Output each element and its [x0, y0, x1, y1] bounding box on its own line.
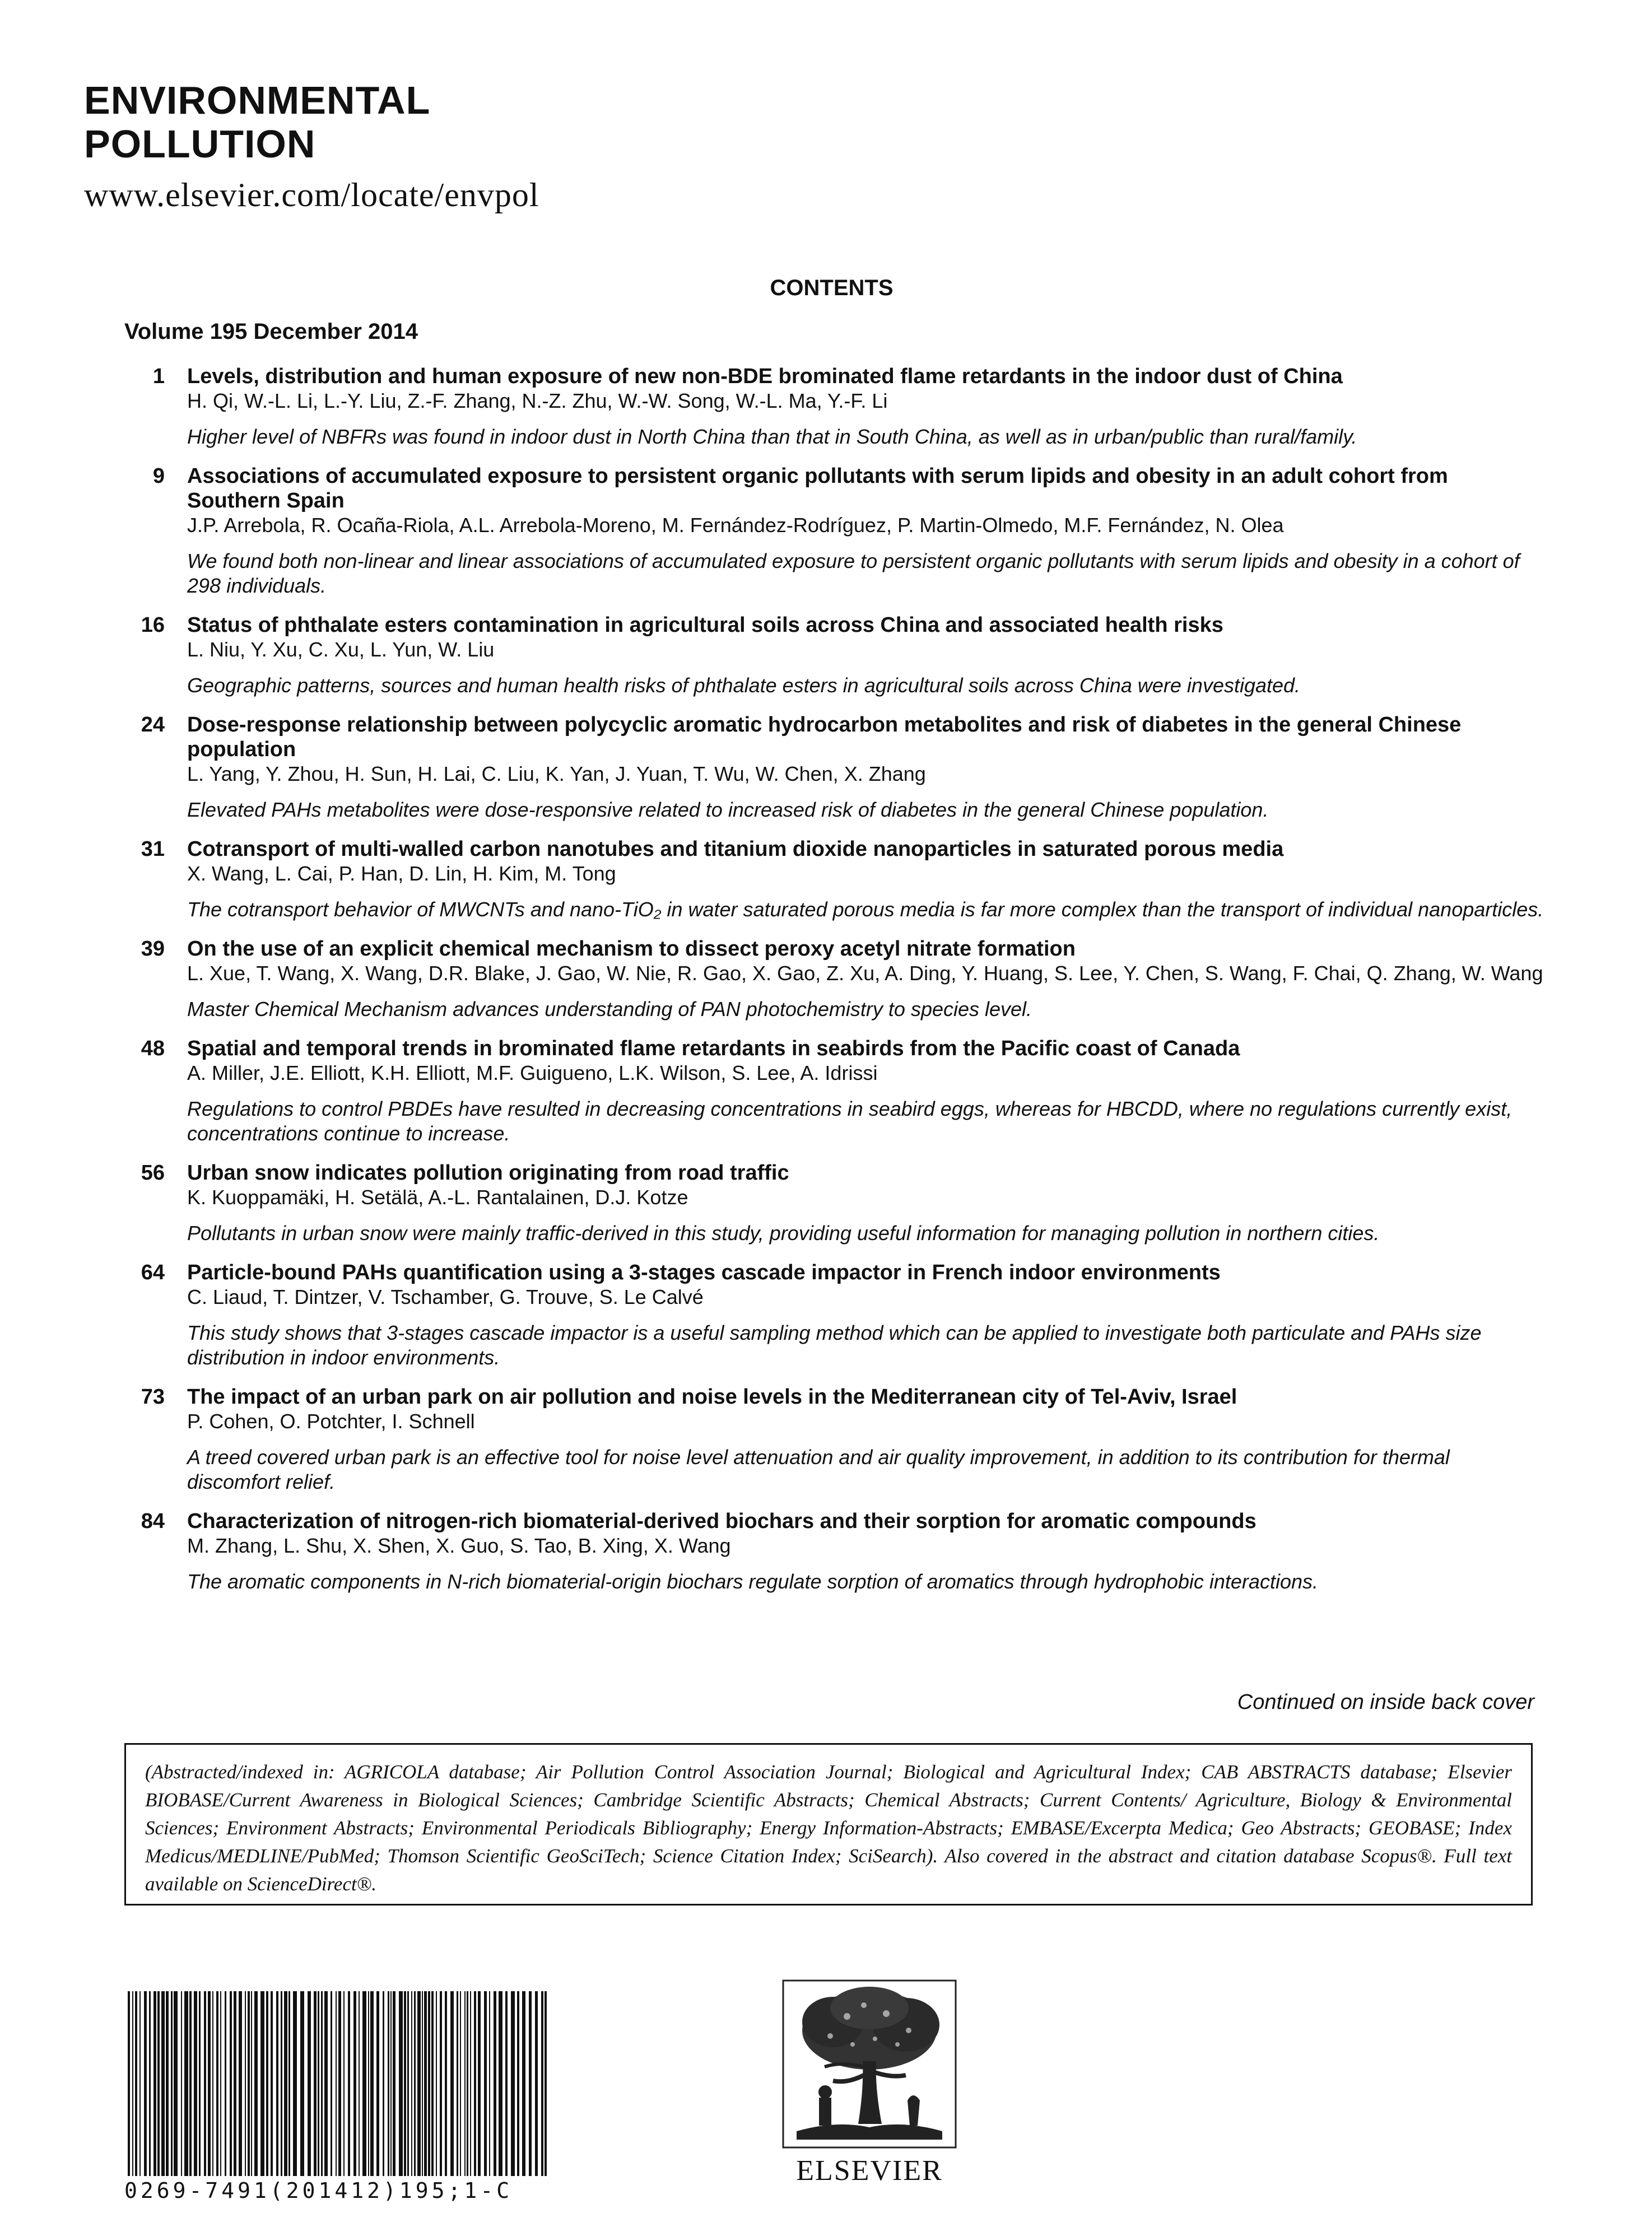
article-list [124, 364, 1547, 1594]
barcode-bar [184, 1991, 188, 2176]
barcode-bar [171, 1991, 173, 2176]
page-number: 24 [141, 713, 165, 737]
article-authors: P. Cohen, O. Potchter, I. Schnell [187, 1410, 475, 1433]
barcode-bar [390, 1991, 392, 2176]
barcode-bar [174, 1991, 178, 2176]
article-entry [124, 937, 1547, 1022]
page-number: 73 [141, 1385, 165, 1409]
barcode-bar [153, 1991, 156, 2176]
barcode-bar [457, 1991, 458, 2176]
article-title[interactable]: Particle-bound PAHs quantification using a 3-stages cascade impactor in French indoor environments [187, 1261, 1221, 1284]
barcode-bar [511, 1991, 515, 2176]
article-entry [124, 1260, 1547, 1370]
barcode-bar [436, 1991, 437, 2176]
publisher-name: ELSEVIER [796, 2155, 943, 2187]
barcode-bar [450, 1991, 454, 2176]
article-summary: Regulations to control PBDEs have resulted in decreasing concentrations in seabird eggs, whereas for HBCDD, where no regulations currently exist, concentrations continue to increase. [187, 1097, 1513, 1145]
barcode-bar [348, 1991, 350, 2176]
barcode-bar [417, 1991, 421, 2176]
barcode-bar [266, 1991, 268, 2176]
barcode-bar [194, 1991, 197, 2176]
article-title[interactable]: Spatial and temporal trends in brominated flame retardants in seabirds from the Pacific coast of Canada [187, 1037, 1240, 1060]
barcode-bar [251, 1991, 252, 2176]
barcode-bar [321, 1991, 323, 2176]
barcode-bar [383, 1991, 384, 2176]
article-entry [124, 1161, 1547, 1246]
barcode-bar [336, 1991, 337, 2176]
barcode-bar [225, 1991, 226, 2176]
barcode-bar [234, 1991, 236, 2176]
article-summary: Pollutants in urban snow were mainly traffic-derived in this study, providing useful information for managing pollution in northern cities. [187, 1222, 1380, 1245]
article-entry [124, 712, 1547, 822]
barcode-bar [499, 1991, 502, 2176]
article-title[interactable]: Cotransport of multi-walled carbon nanotubes and titanium dioxide nanoparticles in saturated porous media [187, 837, 1284, 861]
article-summary: We found both non-linear and linear associations of accumulated exposure to persistent organic pollutants with serum lipids and obesity in a cohort of 298 individuals. [187, 549, 1520, 597]
barcode-bar [199, 1991, 201, 2176]
barcode-bar [494, 1991, 496, 2176]
page-number: 1 [152, 365, 165, 388]
barcode-bar [440, 1991, 442, 2176]
barcode-bar [522, 1991, 525, 2176]
article-title[interactable]: Status of phthalate esters contamination in agricultural soils across China and associated health risks [187, 613, 1223, 637]
barcode-bar [276, 1991, 278, 2176]
barcode-bar [359, 1991, 360, 2176]
barcode-bar [288, 1991, 290, 2176]
article-authors: K. Kuoppamäki, H. Setälä, A.-L. Rantalainen, D.J. Kotze [187, 1186, 688, 1209]
article-title[interactable]: On the use of an explicit chemical mechanism to dissect peroxy acetyl nitrate formation [187, 937, 1076, 961]
continued-note: Continued on inside back cover [1237, 1690, 1534, 1714]
article-summary: Elevated PAHs metabolites were dose-responsive related to increased risk of diabetes in the general Chinese population. [187, 798, 1269, 821]
barcode-bar [254, 1991, 258, 2176]
page-number: 39 [141, 937, 165, 961]
volume-line: Volume 195 December 2014 [124, 319, 418, 344]
barcode-bar [517, 1991, 519, 2176]
article-entry [124, 1509, 1547, 1594]
barcode-bar [368, 1991, 369, 2176]
barcode-bar [308, 1991, 311, 2176]
barcode-bar [470, 1991, 471, 2176]
article-authors: M. Zhang, L. Shu, X. Shen, X. Guo, S. Tao, B. Xing, X. Wang [187, 1534, 731, 1557]
abstracted-indexed-box: (Abstracted/indexed in: AGRICOLA database; Air Pollution Control Association Journal; Biological and Agricultural Index; CAB ABSTRACTS database; Elsevier BIOBASE/Current Awareness in Biological Sciences; Cambridge Scientific Abstracts; Chemical Abstracts; Current Contents/ Agriculture, Biology & Environmental Sciences; Environment Abstracts; Environmental Periodicals Bibliography; Energy Information-Abstracts; EMBASE/Excerpta Medica; Geo Abstracts; GEOBASE; Index Medicus/MEDLINE/PubMed; Thomson Scientific GeoSciTech; Science Citation Index; SciSearch). Also covered in the abstract and citation database Scopus®. Full text available on ScienceDirect®. [124, 1743, 1533, 1905]
barcode-bar [284, 1991, 287, 2176]
barcode-bar [353, 1991, 356, 2176]
barcode-bar [388, 1991, 389, 2176]
barcode-bar [424, 1991, 427, 2176]
barcode-bar [541, 1991, 543, 2176]
barcode-bar [404, 1991, 406, 2176]
article-title[interactable]: Characterization of nitrogen-rich biomaterial-derived biochars and their sorption for aromatic compounds [187, 1510, 1257, 1533]
article-summary: Higher level of NBFRs was found in indoor dust in North China than that in South China, as well as in urban/public than rural/family. [187, 425, 1357, 448]
journal-title-line2: POLLUTION [84, 122, 316, 166]
barcode-bar [248, 1991, 250, 2176]
barcode-bar [204, 1991, 206, 2176]
barcode-bar [189, 1991, 192, 2176]
barcode-bar [132, 1991, 133, 2176]
barcode-bar [505, 1991, 508, 2176]
article-entry [124, 364, 1547, 449]
barcode-block [124, 1991, 550, 2203]
barcode-bar [318, 1991, 319, 2176]
barcode-bar [478, 1991, 481, 2176]
barcode-bar [474, 1991, 476, 2176]
barcode-bar [135, 1991, 137, 2176]
barcode-bar [161, 1991, 165, 2176]
barcode-bar [535, 1991, 538, 2176]
barcode-bar [239, 1991, 242, 2176]
elsevier-tree-logo-icon [780, 1977, 959, 2151]
article-title[interactable]: Urban snow indicates pollution originating from road traffic [187, 1161, 789, 1185]
article-authors: X. Wang, L. Cai, P. Han, D. Lin, H. Kim, M. Tong [187, 862, 616, 885]
barcode-bar [271, 1991, 273, 2176]
page-number: 48 [141, 1037, 165, 1060]
article-authors: A. Miller, J.E. Elliott, K.H. Elliott, M.F. Guigueno, L.K. Wilson, S. Lee, A. Idrissi [187, 1061, 878, 1084]
article-authors: L. Xue, T. Wang, X. Wang, D.R. Blake, J. Gao, W. Nie, R. Gao, X. Gao, Z. Xu, A. Ding, Y. Huang, S. Lee, Y. Chen, S. Wang, F. Chai, Q. Zhang, W. Wang [187, 962, 1543, 985]
barcode-bar [331, 1991, 332, 2176]
barcode-bar [324, 1991, 328, 2176]
barcode-bar [431, 1991, 434, 2176]
article-summary: This study shows that 3-stages cascade impactor is a useful sampling method which can be applied to investigate both particulate and PAHs size distribution in indoor environments. [187, 1321, 1482, 1369]
barcode-bar [293, 1991, 297, 2176]
journal-title-line1: ENVIRONMENTAL [84, 78, 431, 122]
article-title[interactable]: The impact of an urban park on air pollution and noise levels in the Mediterranean city of Tel-Aviv, Israel [187, 1385, 1237, 1409]
barcode-bar [128, 1991, 130, 2176]
barcode-bar [181, 1991, 182, 2176]
barcode-bar [338, 1991, 341, 2176]
article-summary: A treed covered urban park is an effective tool for noise level attenuation and air quality improvement, in addition to its contribution for thermal discomfort relief. [187, 1446, 1450, 1493]
barcode-bar [445, 1991, 447, 2176]
barcode-bar [144, 1991, 147, 2176]
barcode-bar [393, 1991, 395, 2176]
barcode-bar [216, 1991, 218, 2176]
barcode-bar [489, 1991, 490, 2176]
contents-heading: CONTENTS [770, 276, 894, 300]
barcode-icon [124, 1991, 550, 2176]
barcode-bar [529, 1991, 532, 2176]
article-summary: Master Chemical Mechanism advances understanding of PAN photochemistry to species level. [187, 998, 1032, 1021]
barcode-bar [464, 1991, 466, 2176]
barcode-bar [407, 1991, 409, 2176]
barcode-bar [212, 1991, 213, 2176]
barcode-bar [281, 1991, 282, 2176]
barcode-bar [139, 1991, 141, 2176]
journal-title [84, 78, 539, 166]
article-authors: L. Niu, Y. Xu, C. Xu, L. Yun, W. Liu [187, 638, 495, 661]
barcode-bar [343, 1991, 345, 2176]
page-number: 84 [141, 1510, 165, 1533]
page-number: 64 [141, 1261, 165, 1284]
barcode-bar [260, 1991, 264, 2176]
barcode-bar [422, 1991, 423, 2176]
article-summary: Geographic patterns, sources and human health risks of phthalate esters in agricultural soils across China were investigated. [187, 674, 1301, 697]
barcode-bar [460, 1991, 461, 2176]
article-authors: L. Yang, Y. Zhou, H. Sun, H. Lai, C. Liu, K. Yan, J. Yuan, T. Wu, W. Chen, X. Zhang [187, 762, 926, 785]
barcode-bar [220, 1991, 221, 2176]
masthead [84, 78, 539, 215]
barcode-bar [414, 1991, 416, 2176]
barcode-bar [245, 1991, 246, 2176]
barcode-bar [362, 1991, 366, 2176]
page-number: 16 [141, 613, 165, 637]
journal-url[interactable]: www.elsevier.com/locate/envpol [84, 176, 539, 213]
article-title[interactable]: Dose-response relationship between polycyclic aromatic hydrocarbon metabolites and risk of diabetes in the general Chinese population [187, 713, 1462, 761]
publisher-block [769, 1977, 970, 2187]
article-entry [124, 837, 1547, 922]
page-number: 56 [141, 1161, 165, 1185]
article-entry [124, 1385, 1547, 1494]
article-summary: The cotransport behavior of MWCNTs and nano-TiO₂ in water saturated porous media is far more complex than the transport of individual nanoparticles. [187, 898, 1544, 921]
article-authors: H. Qi, W.-L. Li, L.-Y. Liu, Z.-F. Zhang, N.-Z. Zhu, W.-W. Song, W.-L. Ma, Y.-F. Li [187, 389, 888, 412]
article-summary: The aromatic components in N-rich biomaterial-origin biochars regulate sorption of aromatics through hydrophobic interactions. [187, 1570, 1318, 1593]
article-entry [124, 1036, 1547, 1146]
barcode-bar [484, 1991, 487, 2176]
article-title[interactable]: Levels, distribution and human exposure of new non-BDE brominated flame retardants in the indoor dust of China [187, 365, 1343, 388]
barcode-bar [467, 1991, 468, 2176]
barcode-bar [411, 1991, 412, 2176]
barcode-bar [149, 1991, 151, 2176]
barcode-bar [166, 1991, 169, 2176]
barcode-bar [300, 1991, 304, 2176]
barcode-bar [157, 1991, 160, 2176]
article-authors: C. Liaud, T. Dintzer, V. Tschamber, G. Trouve, S. Le Calvé [187, 1285, 704, 1308]
barcode-bar [428, 1991, 430, 2176]
barcode-bar [370, 1991, 374, 2176]
barcode-bar [230, 1991, 232, 2176]
barcode-number: 0269-7491(201412)195;1-C [124, 2178, 513, 2203]
article-entry [124, 464, 1547, 598]
barcode-bar [545, 1991, 547, 2176]
article-authors: J.P. Arrebola, R. Ocaña-Riola, A.L. Arrebola-Moreno, M. Fernández-Rodríguez, P. Martin-Olmedo, M.F. Fernández, N. Olea [187, 514, 1284, 537]
article-title[interactable]: Associations of accumulated exposure to persistent organic pollutants with serum lipids and obesity in an adult cohort from Southern Spain [187, 464, 1448, 513]
barcode-bar [399, 1991, 403, 2176]
barcode-bar [314, 1991, 317, 2176]
barcode-bar [208, 1991, 211, 2176]
article-entry [124, 613, 1547, 698]
page-number: 31 [141, 837, 165, 861]
page-number: 9 [152, 464, 165, 488]
barcode-bar [376, 1991, 379, 2176]
